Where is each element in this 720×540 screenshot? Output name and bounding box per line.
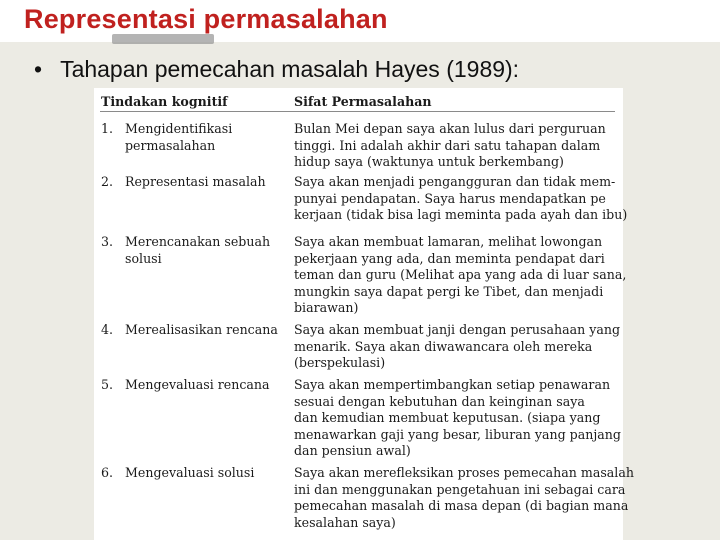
desc-line: kerjaan (tidak bisa lagi meminta pada ayah dan ibu) (294, 207, 628, 222)
scanned-table (94, 88, 634, 540)
action-line: Merealisasikan rencana (125, 322, 278, 337)
action-line: Mengevaluasi rencana (125, 377, 270, 392)
desc-line: pekerjaan yang ada, dan meminta pendapat dari (294, 250, 605, 266)
action-line: permasalahan (125, 137, 216, 153)
row-action (125, 322, 290, 339)
desc-line: (berspekulasi) (294, 355, 386, 370)
row-description (294, 465, 634, 531)
title-bar (0, 0, 720, 42)
row-description (294, 234, 627, 317)
row-number: 4. (101, 322, 114, 337)
row-action (125, 465, 290, 482)
desc-line: Saya akan membuat lamaran, melihat lowongan (294, 234, 603, 249)
slide-title: Representasi permasalahan (24, 4, 388, 34)
row-number: 5. (101, 377, 114, 392)
title-underline-shadow (112, 34, 214, 44)
action-line: Mengevaluasi solusi (125, 465, 255, 480)
row-number: 6. (101, 465, 114, 480)
desc-line: kesalahan saya) (294, 514, 396, 530)
desc-line: sesuai dengan kebutuhan dan keinginan saya (294, 393, 585, 409)
row-number: 3. (101, 234, 114, 249)
row-action (125, 377, 290, 394)
row-description (294, 377, 621, 460)
desc-line: Saya akan menjadi pengangguran dan tidak mem- (294, 174, 616, 189)
desc-line: tinggi. Ini adalah akhir dari satu tahapan dalam (294, 137, 601, 153)
row-action (125, 121, 290, 154)
action-line: solusi (125, 250, 162, 266)
desc-line: Saya akan membuat janji dengan perusahaan yang (294, 322, 621, 337)
desc-line: ini dan menggunakan pengetahuan ini sebagai cara (294, 481, 626, 497)
desc-line: menarik. Saya akan diwawancara oleh mereka (294, 338, 593, 354)
desc-line: teman dan guru (Melihat apa yang ada di luar sana, (294, 267, 627, 282)
action-line: Representasi masalah (125, 174, 266, 189)
desc-line: Saya akan mempertimbangkan setiap penawaran (294, 377, 611, 392)
action-line: Merencanakan sebuah (125, 234, 271, 249)
desc-line: punyai pendapatan. Saya harus mendapatkan pe (294, 190, 606, 206)
desc-line: Saya akan merefleksikan proses pemecahan masalah (294, 465, 634, 480)
row-description (294, 174, 628, 224)
desc-line: Bulan Mei depan saya akan lulus dari perguruan (294, 121, 606, 136)
row-number: 2. (101, 174, 114, 189)
desc-line: biarawan) (294, 300, 359, 315)
row-action (125, 174, 290, 191)
desc-line: dan kemudian membuat keputusan. (siapa yang (294, 410, 601, 425)
row-action (125, 234, 290, 267)
bullet-text: Tahapan pemecahan masalah Hayes (1989): (60, 56, 520, 82)
action-line: Mengidentifikasi (125, 121, 233, 136)
bullet-item (34, 56, 519, 83)
header-rule (100, 111, 615, 112)
bullet-dot-icon: • (34, 56, 43, 82)
desc-line: pemecahan masalah di masa depan (di bagian mana (294, 498, 629, 513)
row-description (294, 121, 616, 171)
desc-line: dan pensiun awal) (294, 443, 411, 458)
header-problem-nature: Sifat Permasalahan (294, 94, 432, 109)
header-cognitive-action: Tindakan kognitif (101, 94, 228, 109)
desc-line: menawarkan gaji yang besar, liburan yang panjang (294, 426, 621, 442)
desc-line: mungkin saya dapat pergi ke Tibet, dan menjadi (294, 283, 604, 299)
row-number: 1. (101, 121, 114, 136)
row-description (294, 322, 621, 372)
desc-line: hidup saya (waktunya untuk berkembang) (294, 154, 564, 169)
